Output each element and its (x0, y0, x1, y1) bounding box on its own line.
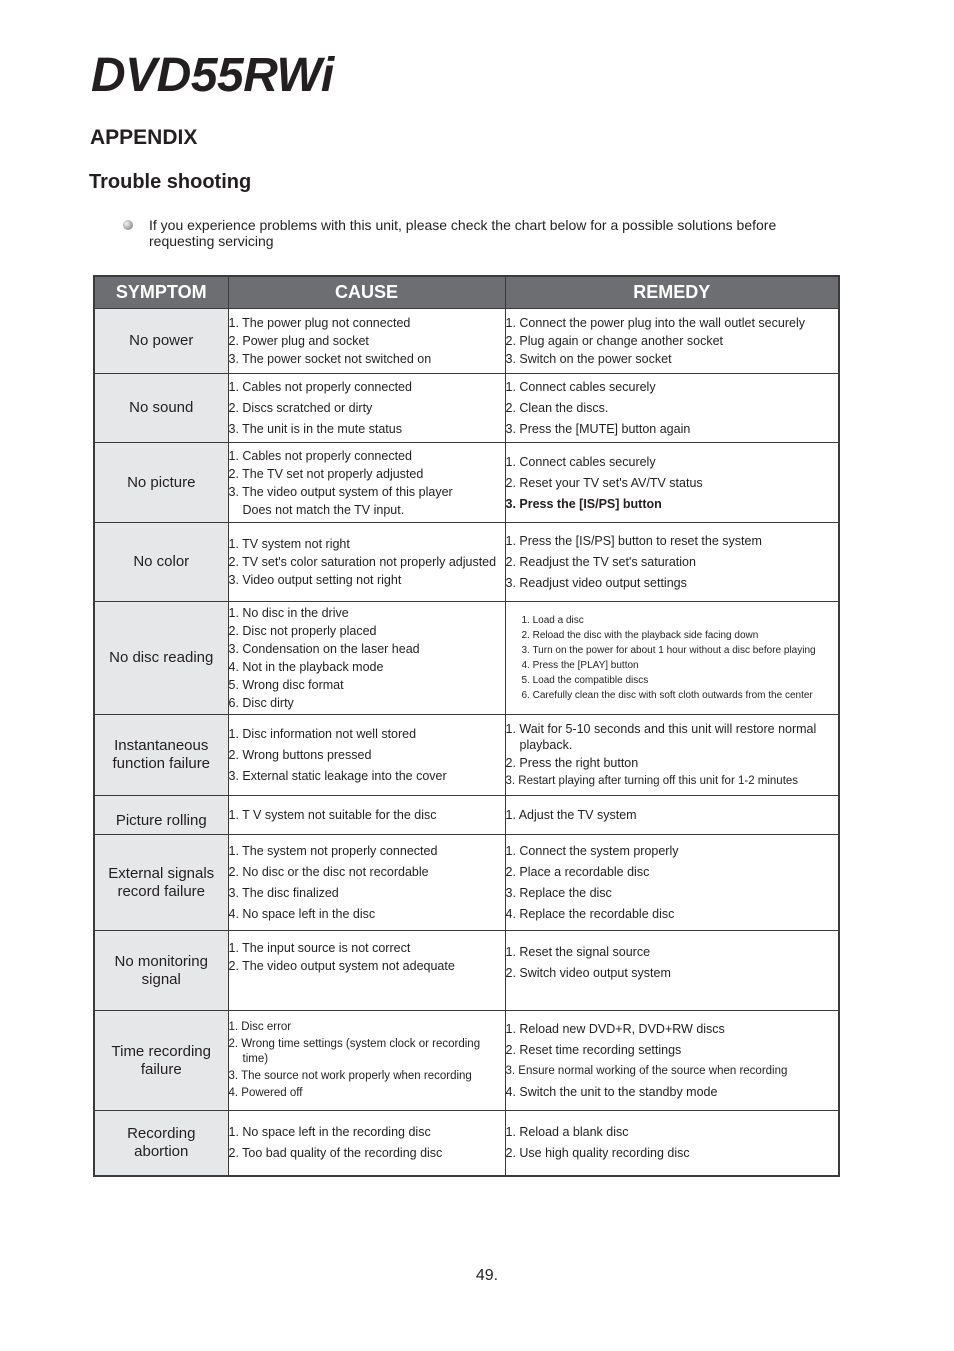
cause-item: 3. The video output system of this player (228, 484, 453, 499)
remedy-cell (505, 1111, 839, 1176)
cause-item: 2. Wrong time settings (system clock or recording time) (228, 1038, 481, 1065)
cause-list (229, 726, 505, 784)
remedy-item: 2. Use high quality recording disc (505, 1146, 690, 1161)
cause-list (229, 843, 505, 922)
page-number: 49. (475, 1267, 499, 1284)
remedy-item: 1. Connect the system properly (505, 844, 679, 858)
header-remedy: REMEDY (505, 276, 839, 309)
remedy-item: 2. Place a recordable disc (505, 865, 650, 879)
cause-item: 2. Disc not properly placed (228, 624, 377, 638)
remedy-item: 1. Connect the power plug into the wall outlet securely (505, 316, 805, 330)
cause-item: 3. The unit is in the mute status (228, 422, 402, 436)
cause-cell (228, 1011, 505, 1111)
table-row (94, 602, 839, 715)
cause-list (229, 1124, 505, 1161)
remedy-item: 1. Reload new DVD+R, DVD+RW discs (505, 1022, 725, 1036)
cause-item: 3. Condensation on the laser head (228, 642, 420, 656)
remedy-item: 1. Adjust the TV system (505, 808, 637, 822)
table-row (94, 796, 839, 835)
cause-list (229, 379, 505, 437)
remedy-item: 3. Replace the disc (505, 886, 612, 900)
section-title: APPENDIX (90, 126, 198, 149)
cause-item: 1. The power plug not connected (228, 316, 411, 330)
remedy-item: 5. Load the compatible discs (521, 675, 649, 686)
symptom-cell (94, 715, 228, 796)
cause-item: 4. Powered off (228, 1087, 303, 1099)
cause-cell (228, 374, 505, 443)
remedy-item: 3. Readjust video output settings (505, 576, 687, 590)
remedy-cell (505, 931, 839, 1011)
remedy-item: 3. Ensure normal working of the source when recording (505, 1065, 788, 1077)
remedy-list (506, 1124, 839, 1161)
cause-item: 6. Disc dirty (228, 696, 294, 710)
cause-item: 2. TV set's color saturation not properly adjusted (228, 555, 497, 569)
table-row (94, 1111, 839, 1176)
symptom-label: No monitoring signal (114, 952, 208, 988)
table-row (94, 443, 839, 523)
cause-item: 2. Discs scratched or dirty (228, 401, 373, 415)
remedy-cell (505, 796, 839, 835)
intro-text: If you experience problems with this unit, please check the chart below for a possible solutions before requesting servicing (149, 217, 777, 249)
symptom-label: Recording abortion (127, 1124, 196, 1160)
cause-item: 1. The input source is not correct (228, 941, 411, 955)
cause-item: 1. Cables not properly connected (228, 448, 412, 463)
table-row (94, 1011, 839, 1111)
cause-list (229, 315, 505, 367)
remedy-list (506, 843, 839, 922)
remedy-item: 1. Connect cables securely (505, 454, 656, 469)
cause-item: 3. External static leakage into the cover (228, 769, 447, 783)
cause-item: 1. No space left in the recording disc (228, 1125, 431, 1140)
symptom-label: No sound (129, 399, 194, 416)
remedy-cell (505, 523, 839, 602)
symptom-label: Time recording failure (111, 1042, 211, 1078)
remedy-item: 2. Switch video output system (505, 966, 671, 980)
cause-item: 1. Cables not properly connected (228, 380, 412, 394)
cause-item: 3. The power socket not switched on (228, 352, 432, 366)
remedy-item: 4. Press the [PLAY] button (521, 660, 639, 671)
bullet-icon (123, 220, 133, 230)
cause-item: 3. Video output setting not right (228, 573, 402, 587)
cause-item: 2. Power plug and socket (228, 334, 369, 348)
cause-item: 2. Too bad quality of the recording disc (228, 1146, 443, 1161)
remedy-item: 2. Reset time recording settings (505, 1043, 682, 1057)
symptom-cell (94, 835, 228, 931)
remedy-cell (505, 835, 839, 931)
remedy-item: 1. Reload a blank disc (505, 1125, 629, 1140)
symptom-label: No power (129, 332, 194, 349)
cause-item: 2. No disc or the disc not recordable (228, 865, 429, 879)
symptom-cell (94, 309, 228, 374)
remedy-item: 3. Switch on the power socket (505, 352, 672, 366)
symptom-cell (94, 374, 228, 443)
header-cause: CAUSE (228, 276, 505, 309)
cause-item: 2. The video output system not adequate (228, 959, 455, 973)
cause-item: 1. Disc information not well stored (228, 727, 417, 741)
cause-item: 1. Disc error (228, 1021, 292, 1033)
symptom-label: External signals record failure (108, 864, 215, 900)
remedy-list (506, 807, 839, 823)
cause-item: 2. The TV set not properly adjusted (228, 466, 424, 481)
table-row (94, 374, 839, 443)
remedy-cell (505, 1011, 839, 1111)
remedy-cell (505, 443, 839, 523)
symptom-label: Picture rolling (115, 812, 207, 829)
cause-item: 1. TV system not right (228, 537, 350, 551)
remedy-item: 3. Turn on the power for about 1 hour without a disc before playing (521, 645, 816, 656)
remedy-item: 2. Press the right button (505, 756, 639, 770)
remedy-item: 1. Reset the signal source (505, 945, 651, 959)
remedy-item: 2. Plug again or change another socket (505, 334, 724, 348)
cause-list (229, 536, 505, 588)
symptom-cell (94, 523, 228, 602)
table-row (94, 931, 839, 1011)
cause-cell (228, 443, 505, 523)
remedy-cell (505, 374, 839, 443)
cause-list (229, 448, 505, 518)
cause-item: 1. No disc in the drive (228, 606, 349, 620)
symptom-cell (94, 1111, 228, 1176)
remedy-item: 1. Load a disc (521, 615, 584, 626)
remedy-list (506, 533, 839, 591)
remedy-list (506, 454, 839, 512)
cause-list (229, 1020, 505, 1101)
symptom-cell (94, 602, 228, 715)
remedy-item: 1. Press the [IS/PS] button to reset the system (505, 534, 762, 548)
symptom-cell (94, 443, 228, 523)
remedy-item: 2. Reload the disc with the playback side facing down (521, 630, 759, 641)
cause-cell (228, 931, 505, 1011)
cause-item: 4. No space left in the disc (228, 907, 376, 921)
cause-item: 3. The disc finalized (228, 886, 339, 900)
cause-cell (228, 1111, 505, 1176)
remedy-list (506, 1021, 839, 1100)
remedy-list (506, 944, 839, 981)
cause-cell (228, 602, 505, 715)
symptom-label: No disc reading (109, 649, 214, 666)
table-row (94, 715, 839, 796)
remedy-item: 4. Switch the unit to the standby mode (505, 1085, 718, 1099)
cause-list (229, 940, 505, 974)
cause-item: 3. The source not work properly when recording (228, 1070, 472, 1082)
remedy-item: 6. Carefully clean the disc with soft cloth outwards from the center (521, 690, 813, 701)
remedy-item: 1. Wait for 5-10 seconds and this unit will restore normal playback. (505, 722, 817, 752)
subsection-title: Trouble shooting (89, 171, 252, 193)
header-symptom: SYMPTOM (94, 276, 228, 309)
remedy-list (506, 721, 839, 789)
table-row (94, 835, 839, 931)
cause-cell (228, 309, 505, 374)
remedy-list (506, 315, 839, 367)
cause-cell (228, 715, 505, 796)
troubleshooting-table (93, 275, 840, 1177)
symptom-label: No color (133, 553, 190, 570)
remedy-item: 2. Readjust the TV set's saturation (505, 555, 696, 569)
symptom-cell (94, 931, 228, 1011)
symptom-label: Instantaneous function failure (112, 737, 211, 772)
cause-list (229, 807, 505, 823)
remedy-item: 1. Connect cables securely (505, 380, 656, 394)
remedy-item: 4. Replace the recordable disc (505, 907, 675, 921)
remedy-item: 3. Press the [IS/PS] button (505, 496, 662, 511)
table-row (94, 309, 839, 374)
table-header-row (94, 276, 839, 309)
symptom-label: No picture (127, 473, 196, 491)
cause-cell (228, 523, 505, 602)
cause-cell (228, 835, 505, 931)
cause-item: 5. Wrong disc format (228, 678, 344, 692)
symptom-cell (94, 1011, 228, 1111)
symptom-cell (94, 796, 228, 835)
remedy-item: 2. Reset your TV set's AV/TV status (505, 475, 703, 490)
cause-item: Does not match the TV input. (242, 502, 405, 517)
cause-item: 1. The system not properly connected (228, 844, 438, 858)
cause-list (229, 605, 505, 711)
cause-cell (228, 796, 505, 835)
cause-item: 1. T V system not suitable for the disc (228, 808, 437, 822)
cause-item: 4. Not in the playback mode (228, 660, 384, 674)
cause-item: 2. Wrong buttons pressed (228, 748, 372, 762)
remedy-cell (505, 715, 839, 796)
remedy-list (522, 614, 839, 702)
model-logo: DVD55RWi (91, 49, 334, 102)
remedy-cell (505, 602, 839, 715)
remedy-item: 3. Restart playing after turning off this unit for 1-2 minutes (505, 775, 799, 787)
remedy-item: 3. Press the [MUTE] button again (505, 422, 691, 436)
table-row (94, 523, 839, 602)
remedy-cell (505, 309, 839, 374)
remedy-list (506, 379, 839, 437)
remedy-item: 2. Clean the discs. (505, 401, 609, 415)
